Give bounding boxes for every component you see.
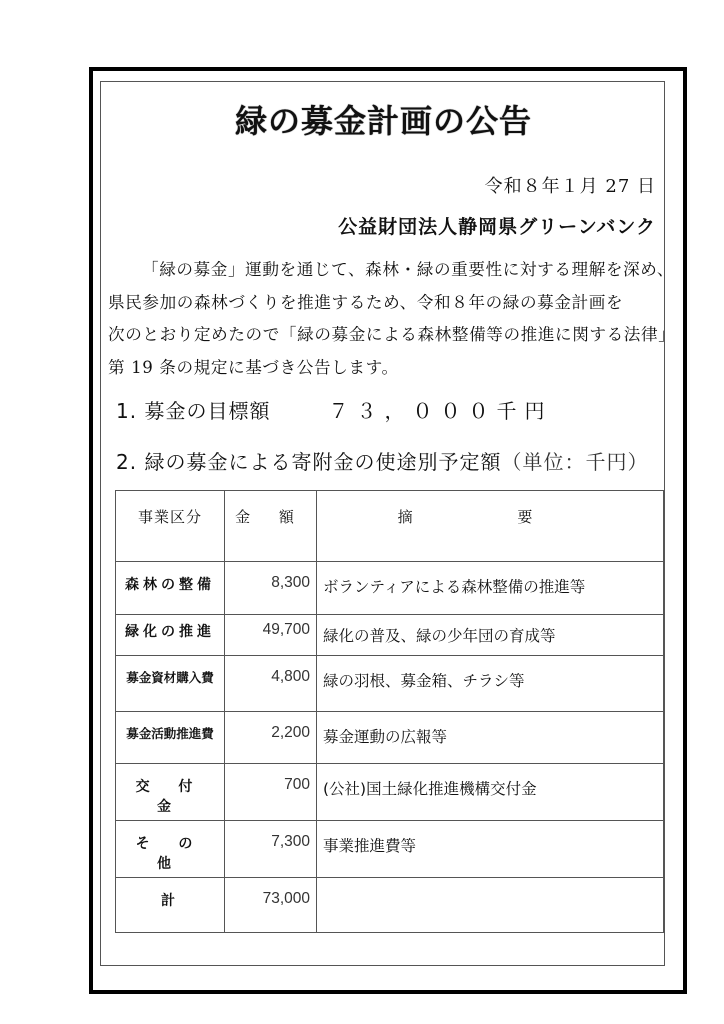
header-category: 事業区分 bbox=[116, 491, 225, 562]
table-row bbox=[116, 712, 664, 764]
body-line: 第 19 条の規定に基づき公告します。 bbox=[108, 357, 399, 377]
section-usage-plan bbox=[116, 446, 648, 475]
row-category: 募金資材購入費 bbox=[116, 656, 225, 712]
table-row bbox=[116, 562, 664, 615]
notice-date: 令和８年１月 27 日 bbox=[484, 176, 656, 197]
table-row bbox=[116, 656, 664, 712]
unit-label: （単位：千円） bbox=[501, 450, 649, 474]
section-target-amount bbox=[116, 395, 552, 424]
header-amount: 金 額 bbox=[225, 491, 317, 562]
body-line: 県民参加の森林づくりを推進するため、令和８年の緑の募金計画を bbox=[108, 292, 624, 312]
table-row bbox=[116, 821, 664, 878]
row-category: 緑化の推進 bbox=[116, 615, 225, 656]
header-summary: 摘 要 bbox=[317, 491, 664, 562]
table-header-row bbox=[116, 491, 664, 562]
page-title: 緑の募金計画の公告 bbox=[234, 102, 532, 140]
organization-name: 公益財団法人静岡県グリーンバンク bbox=[338, 216, 656, 238]
row-amount: 49,700 bbox=[225, 615, 317, 656]
table-row bbox=[116, 764, 664, 821]
body-line: 次のとおり定めたので「緑の募金による森林整備等の推進に関する法律」 bbox=[108, 325, 676, 344]
row-summary: 緑の羽根、募金箱、チラシ等 bbox=[317, 656, 664, 712]
section1-label: 1. 募金の目標額 bbox=[116, 399, 271, 423]
notice-body bbox=[108, 254, 676, 384]
total-label: 計 bbox=[116, 878, 225, 933]
row-summary: 緑化の普及、緑の少年団の育成等 bbox=[317, 615, 664, 656]
table-row bbox=[116, 615, 664, 656]
row-amount: 2,200 bbox=[225, 712, 317, 764]
row-summary: 事業推進費等 bbox=[317, 821, 664, 878]
total-summary bbox=[317, 878, 664, 933]
row-amount: 8,300 bbox=[225, 562, 317, 615]
section2-label: 2. 緑の募金による寄附金の使途別予定額 bbox=[116, 450, 502, 474]
row-category: 森林の整備 bbox=[116, 562, 225, 615]
row-summary: 募金運動の広報等 bbox=[317, 712, 664, 764]
row-summary: ボランティアによる森林整備の推進等 bbox=[317, 562, 664, 615]
table-total-row bbox=[116, 878, 664, 933]
usage-table bbox=[115, 490, 664, 933]
total-amount: 73,000 bbox=[225, 878, 317, 933]
row-category: 交 付 金 bbox=[116, 764, 225, 821]
row-amount: 4,800 bbox=[225, 656, 317, 712]
row-category: そ の 他 bbox=[116, 821, 225, 878]
row-summary: (公社)国土緑化推進機構交付金 bbox=[317, 764, 664, 821]
row-amount: 7,300 bbox=[225, 821, 317, 878]
body-line: 「緑の募金」運動を通じて、森林・緑の重要性に対する理解を深め、 bbox=[142, 260, 675, 279]
row-category: 募金活動推進費 bbox=[116, 712, 225, 764]
row-amount: 700 bbox=[225, 764, 317, 821]
target-amount: ７３，０００千円 bbox=[328, 399, 553, 423]
